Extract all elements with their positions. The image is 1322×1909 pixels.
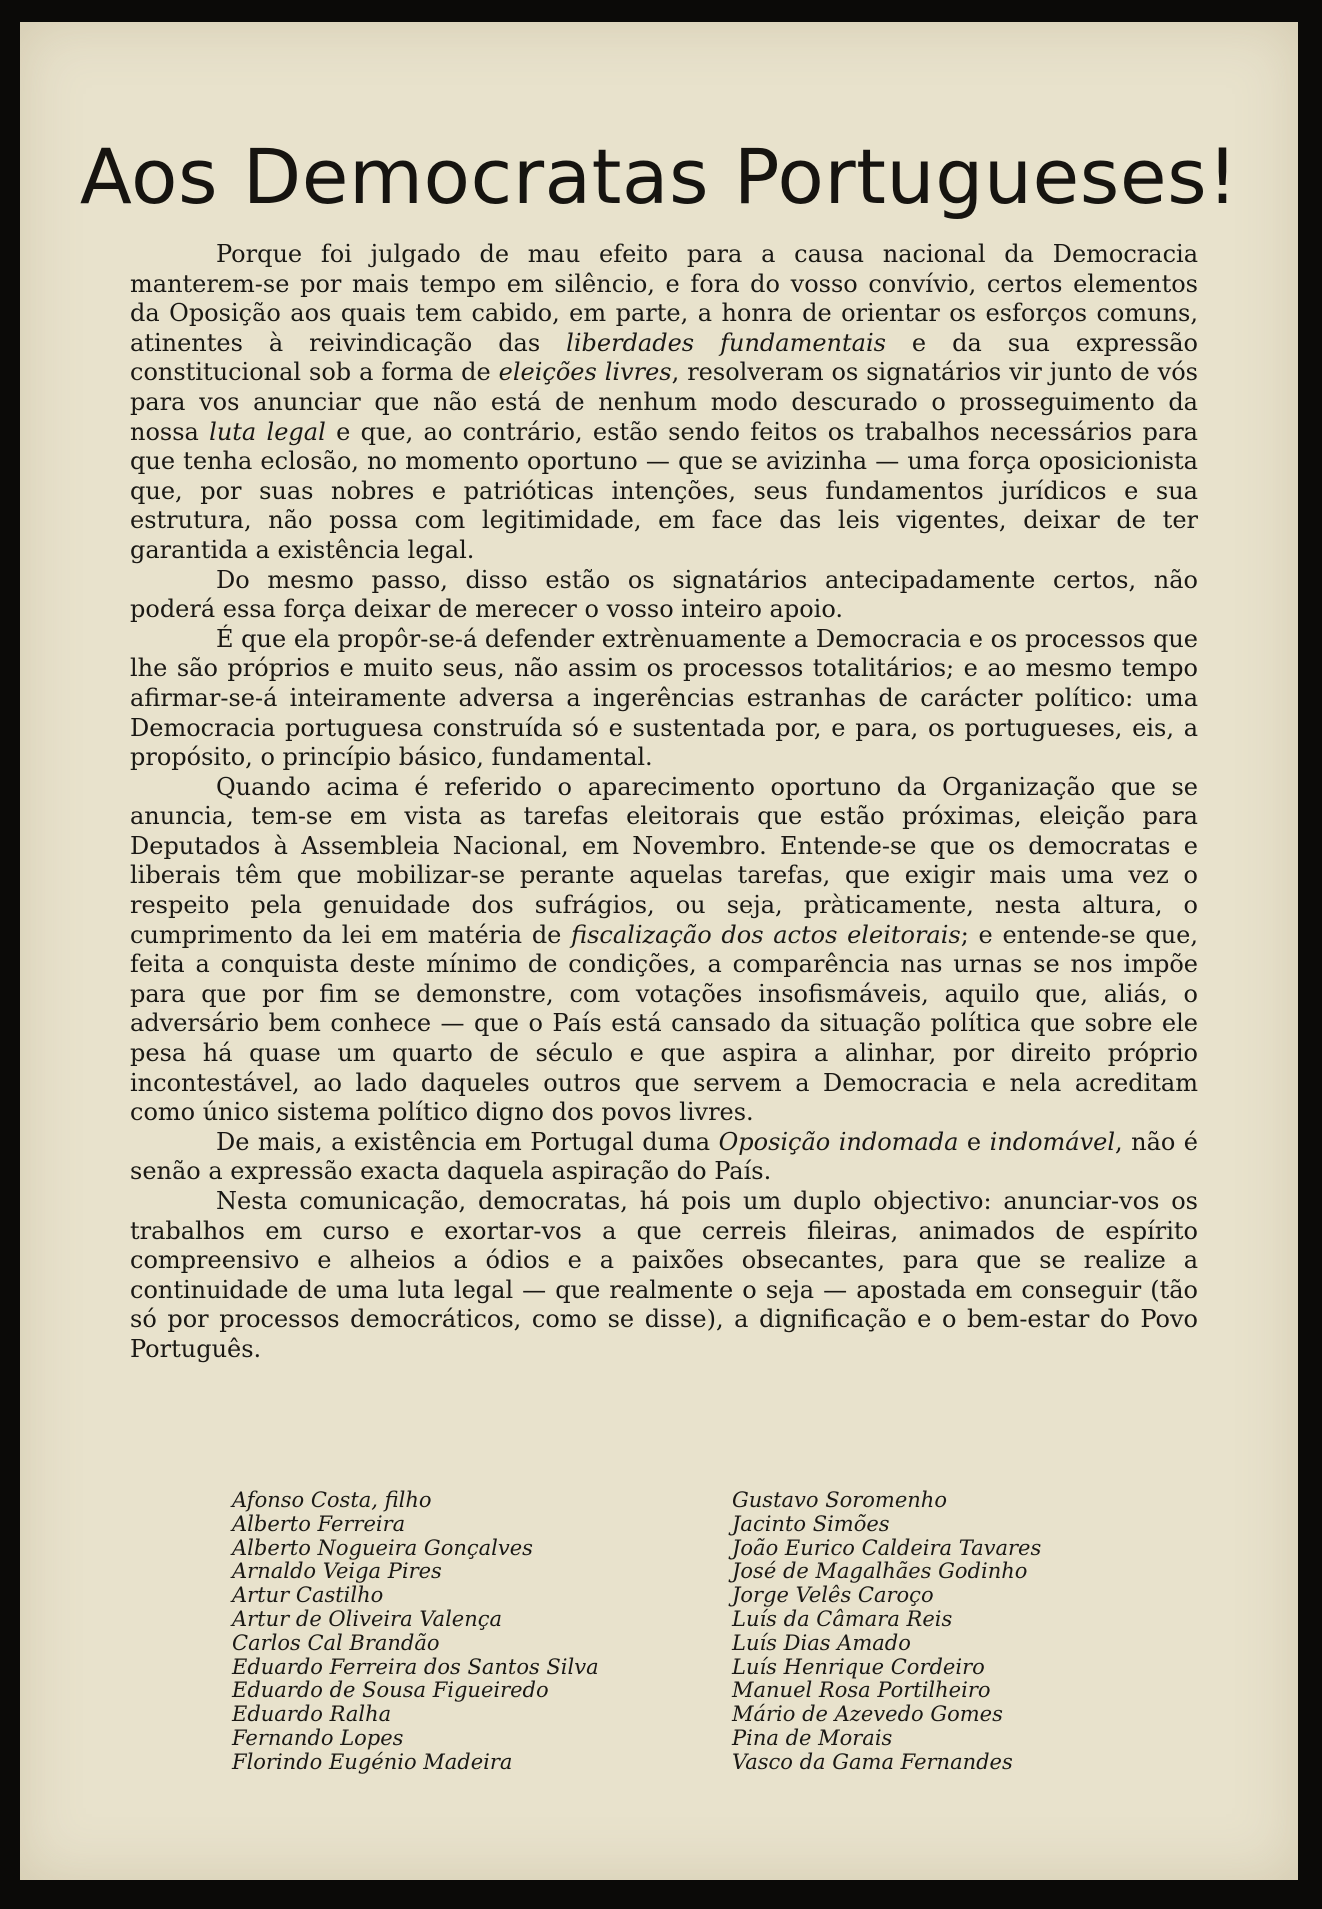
emphasis-text: indomável bbox=[989, 1127, 1116, 1156]
signatory-name: José de Magalhães Godinho bbox=[732, 1559, 1028, 1584]
signatory-name: Luís Henrique Cordeiro bbox=[732, 1654, 985, 1679]
signatory-name: Artur Castilho bbox=[232, 1583, 384, 1608]
paragraph-text: e que, ao contrário, estão sendo feitos os trabalhos necessários para que tenha eclosão, no momento oportuno — que se avizinha — uma força oposicionista que, por suas nobres e patrióticas intenções, seus fundamentos jurídicos e sua estrutura, não possa com legitimidade, em face das leis vigentes, deixar de ter garantida a existência legal. bbox=[130, 417, 1198, 564]
emphasis-text: Oposição indomada bbox=[718, 1127, 959, 1156]
page-title: Aos Democratas Portugueses! bbox=[79, 132, 1239, 221]
signatory-name: Eduardo Ferreira dos Santos Silva bbox=[232, 1654, 599, 1679]
signatory-name: João Eurico Caldeira Tavares bbox=[732, 1535, 1042, 1560]
paragraph-text: De mais, a existência em Portugal duma bbox=[216, 1127, 719, 1156]
emphasis-text: eleições livres bbox=[498, 358, 672, 387]
paragraph-text: , não é senão a expressão exacta daquela aspiração do País. bbox=[130, 1127, 1198, 1186]
emphasis-text: luta legal bbox=[209, 417, 326, 446]
signatory-name: Mário de Azevedo Gomes bbox=[732, 1702, 1003, 1727]
paragraph-text: É que ela propôr-se-á defender extrènuamente a Democracia e os processos que lhe são próprios e muito seus, não assim os processos totalitários; e ao mesmo tempo afirmar-se-á inteiramente adversa a ingerências estranhas de carácter político: uma Democracia portuguesa construída só e sustentada por, e para, os portugueses, eis, a propósito, o princípio básico, fundamental. bbox=[130, 624, 1198, 772]
body-text bbox=[130, 240, 1198, 1365]
signatory-name: Alberto Ferreira bbox=[232, 1511, 406, 1536]
signatories-left-column bbox=[232, 1489, 599, 1775]
paragraph bbox=[130, 566, 1198, 625]
paragraph bbox=[130, 1128, 1198, 1187]
signatories-right-column bbox=[732, 1489, 1041, 1775]
signatory-name: Fernando Lopes bbox=[232, 1725, 404, 1750]
signatory-name: Florindo Eugénio Madeira bbox=[232, 1749, 513, 1774]
signatory-name: Jacinto Simões bbox=[732, 1511, 890, 1536]
paragraph-text: ; e entende-se que, feita a conquista deste mínimo de condições, a comparência nas urnas se nos impõe para que por fim se demonstre, com votações insofismáveis, aquilo que, aliás, o adversário bem conhece — que o País está cansado da situação política que sobre ele pesa há quase um quarto de século e que aspira a alinhar, por direito próprio incontestável, ao lado daqueles outros que servem a Democracia e nela acreditam como único sistema político digno dos povos livres. bbox=[130, 920, 1198, 1127]
paragraph-text: Do mesmo passo, disso estão os signatários antecipadamente certos, não poderá essa força deixar de merecer o vosso inteiro apoio. bbox=[130, 565, 1198, 624]
signatory-name: Gustavo Soromenho bbox=[732, 1488, 947, 1512]
signatory-name: Jorge Velês Caroço bbox=[732, 1583, 934, 1608]
paragraph-text: Porque foi julgado de mau efeito para a causa nacional da Democracia manterem-se por mais tempo em silêncio, e fora do vosso convívio, certos elementos da Oposição aos quais tem cabido, em parte, a honra de orientar os esforços comuns, atinentes à reivindicação das bbox=[130, 240, 1198, 357]
paragraph-text: , resolveram os signatários vir junto de vós para vos anunciar que não está de nenhum modo descurado o prosseguimento da nossa bbox=[130, 358, 1199, 446]
paragraph bbox=[130, 625, 1198, 773]
paragraph bbox=[130, 1187, 1198, 1365]
signatory-name: Luís Dias Amado bbox=[732, 1630, 911, 1655]
signatory-name: Manuel Rosa Portilheiro bbox=[732, 1678, 991, 1703]
paragraph bbox=[130, 773, 1198, 1128]
paragraph bbox=[130, 240, 1198, 566]
paragraph-text: Quando acima é referido o aparecimento oportuno da Organização que se anuncia, tem-se em vista as tarefas eleitorais que estão próximas, eleição para Deputados à Assembleia Nacional, em Novembro. Entende-se que os democratas e liberais têm que mobilizar-se perante aquelas tarefas, que exigir mais uma vez o respeito pela genuidade dos sufrágios, ou seja, pràticamente, nesta altura, o cumprimento da lei em matéria de bbox=[130, 772, 1198, 949]
signatory-name: Alberto Nogueira Gonçalves bbox=[232, 1535, 533, 1560]
signatory-name: Pina de Morais bbox=[732, 1725, 893, 1750]
signatory-name: Vasco da Gama Fernandes bbox=[732, 1749, 1013, 1774]
signatory-name: Eduardo Ralha bbox=[232, 1702, 392, 1727]
paragraph-text: e bbox=[958, 1127, 990, 1156]
signatory-name: Afonso Costa, filho bbox=[232, 1488, 432, 1512]
emphasis-text: liberdades fundamentais bbox=[566, 328, 886, 357]
signatory-name: Carlos Cal Brandão bbox=[232, 1630, 440, 1655]
paragraph-text: e da sua expressão constitucional sob a forma de bbox=[130, 328, 1198, 387]
paragraph-text: Nesta comunicação, democratas, há pois um duplo objectivo: anunciar-vos os trabalhos em curso e exortar-vos a que cerreis fileiras, animados de espírito compreensivo e alheios a ódios e a paixões obsecantes, para que se realize a continuidade de uma luta legal — que realmente o seja — apostada em conseguir (tão só por processos democráticos, como se disse), a dignificação e o bem-estar do Povo Português. bbox=[130, 1187, 1198, 1363]
signatory-name: Artur de Oliveira Valença bbox=[232, 1606, 503, 1631]
signatory-name: Eduardo de Sousa Figueiredo bbox=[232, 1678, 549, 1703]
signatory-name: Luís da Câmara Reis bbox=[732, 1606, 953, 1631]
signatory-name: Arnaldo Veiga Pires bbox=[232, 1559, 442, 1584]
leaflet-page bbox=[20, 22, 1298, 1880]
emphasis-text: fiscalização dos actos eleitorais bbox=[571, 920, 961, 949]
